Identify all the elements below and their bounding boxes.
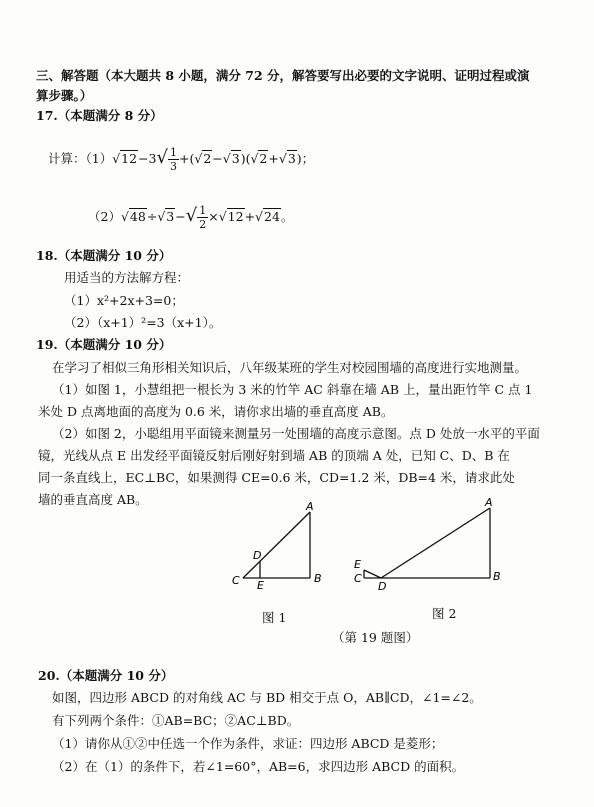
op: −: [212, 151, 223, 166]
fig2-label-b: B: [493, 570, 501, 583]
op: )(: [240, 151, 251, 166]
op: +(: [179, 151, 195, 166]
q20-line4: （2）在（1）的条件下，若∠1=60°，AB=6，求四边形 ABCD 的面积。: [52, 759, 465, 774]
q19-line1: 在学习了相似三角形相关知识后，八年级某班的学生对校园围墙的高度进行实地测量。: [52, 360, 528, 375]
q19-line5: 镜，光线从点 E 出发经平面镜反射后刚好射到墙 AB 的顶端 A 处，已知 C、D、B 在: [38, 448, 510, 463]
sqrt-symbol: √: [120, 209, 129, 224]
radicand: 2: [203, 151, 212, 166]
fig2-caption: 图 2: [432, 606, 457, 621]
q18-title: 18.（本题满分 10 分）: [36, 248, 172, 263]
section-header: 三、解答题（本大题共 8 小题，满分 72 分，解答要写出必要的文字说明、证明过程或演: [36, 68, 530, 83]
radicand: 12: [227, 209, 244, 224]
q19-title: 19.（本题满分 10 分）: [36, 337, 172, 352]
q17-part1-label: 计算：（1）: [48, 151, 113, 166]
q17-part2: [88, 204, 293, 231]
fraction-num: 1: [199, 204, 207, 217]
fig2-label-a: A: [485, 496, 493, 509]
op: 。: [280, 209, 294, 224]
radicand: 48: [129, 209, 146, 224]
radicand: 12: [121, 151, 138, 166]
section-header-continued: 算步骤。）: [36, 88, 93, 103]
radicand: 3: [166, 209, 175, 224]
q18-eq2: （2）（x+1）²=3（x+1）。: [64, 315, 222, 330]
q20-line1: 如图，四边形 ABCD 的对角线 AC 与 BD 相交于点 O，AB∥CD，∠1=∠2。: [52, 690, 482, 705]
q20-title: 20.（本题满分 10 分）: [38, 668, 174, 683]
q17-title: 17.（本题满分 8 分）: [36, 108, 163, 123]
fraction-den: 2: [199, 218, 207, 231]
op: ÷: [146, 209, 158, 224]
q17-part2-label: （2）: [88, 209, 121, 224]
q17-part1: [48, 146, 314, 173]
q19-line7: 墙的垂直高度 AB。: [38, 492, 148, 507]
fig2-label-c: C: [354, 572, 362, 585]
sqrt-symbol: √: [250, 151, 259, 166]
q20-line2: 有下列两个条件：①AB=BC；②AC⊥BD。: [52, 713, 300, 728]
sqrt-symbol: √: [157, 209, 166, 224]
radicand: 24: [264, 209, 280, 224]
q18-eq1: （1）x²+2x+3=0；: [64, 293, 184, 308]
fig1-pole: [243, 512, 310, 578]
fig1-label-d: D: [253, 549, 262, 562]
q19-line2: （1）如图 1，小慧组把一根长为 3 米的竹竿 AC 斜靠在墙 AB 上，量出距竹竿 C 点 1: [52, 382, 533, 397]
fraction: [197, 204, 208, 231]
fig1-label-b: B: [314, 572, 322, 585]
figure-2: [350, 494, 510, 590]
sqrt-symbol: √: [278, 151, 287, 166]
radicand: 2: [259, 151, 268, 166]
fraction: [168, 146, 179, 173]
q18-intro: 用适当的方法解方程：: [64, 270, 190, 285]
op: )；: [296, 151, 315, 166]
q19-line6: 同一条直线上，EC⊥BC，如果测得 CE=0.6 米，CD=1.2 米，DB=4 米，请求此处: [38, 470, 515, 485]
figure-1: [228, 500, 338, 592]
fig2-ray-in: [364, 570, 381, 578]
op: −3: [138, 151, 157, 166]
sqrt-symbol: √: [194, 151, 203, 166]
op: ×: [208, 209, 219, 224]
sqrt-symbol: √: [222, 151, 231, 166]
fig2-ray-out: [381, 508, 490, 578]
sqrt-symbol: √: [112, 151, 121, 166]
op: −: [175, 209, 186, 224]
q20-line3: （1）请你从①②中任选一个作为条件，求证：四边形 ABCD 是菱形；: [52, 736, 444, 751]
fig1-caption: 图 1: [262, 610, 287, 625]
q19-line3: 米处 D 点离地面的高度为 0.6 米，请你求出墙的垂直高度 AB。: [38, 404, 394, 419]
sqrt-symbol: √: [185, 205, 198, 226]
fraction-num: 1: [170, 146, 177, 159]
fraction-den: 3: [170, 160, 177, 173]
radicand: 3: [287, 151, 296, 166]
fig2-label-e: E: [354, 558, 361, 571]
figures-caption: （第 19 题图）: [332, 630, 419, 645]
radicand: 3: [231, 151, 240, 166]
op: +: [244, 209, 256, 224]
fig1-label-c: C: [232, 574, 240, 587]
sqrt-symbol: √: [218, 209, 227, 224]
fig2-label-d: D: [378, 580, 387, 590]
q19-line4: （2）如图 2，小聪组用平面镜来测量另一处围墙的高度示意图。点 D 处放一水平的平面: [52, 426, 540, 441]
fig1-label-e: E: [257, 579, 264, 592]
sqrt-symbol: √: [156, 147, 168, 168]
fig1-label-a: A: [306, 500, 314, 513]
op: +: [268, 151, 279, 166]
sqrt-symbol: √: [255, 209, 264, 224]
